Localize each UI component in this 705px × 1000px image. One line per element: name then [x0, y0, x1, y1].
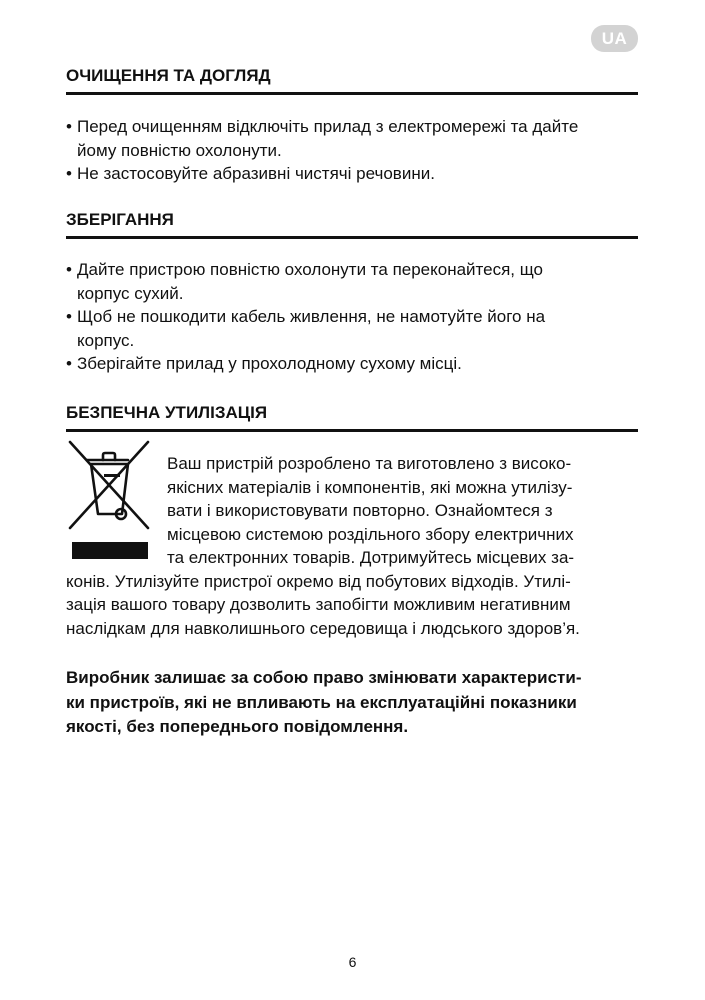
disposal-text-line: вати і використовувати повторно. Ознайомтеся з: [167, 501, 553, 520]
storage-list: [66, 258, 646, 376]
list-item-line: корпус сухий.: [77, 283, 184, 303]
disclaimer-line: якості, без попереднього повідомлення.: [66, 717, 409, 736]
bullet-icon: •: [66, 260, 72, 279]
list-item: [66, 305, 646, 352]
list-item: [66, 352, 646, 376]
disposal-text: [66, 452, 642, 640]
disclaimer-line: Виробник залишає за собою право змінювати характеристи-: [66, 668, 582, 687]
page-number: 6: [348, 954, 357, 970]
list-item-line: Зберігайте прилад у прохолодному сухому місці.: [77, 354, 462, 373]
list-item: [66, 258, 646, 305]
list-item-line: Перед очищенням відключіть прилад з електромережі та дайте: [77, 117, 579, 136]
list-item-line: Не застосовуйте абразивні чистячі речовини.: [77, 164, 435, 183]
section-title-storage: ЗБЕРІГАННЯ: [66, 209, 638, 239]
disposal-text-line: конів. Утилізуйте пристрої окремо від побутових відходів. Утилі-: [66, 571, 571, 591]
bullet-icon: •: [66, 307, 72, 326]
manufacturer-disclaimer: [66, 666, 646, 740]
list-item: [66, 115, 646, 162]
cleaning-list: [66, 115, 646, 186]
section-title-disposal: БЕЗПЕЧНА УТИЛІЗАЦІЯ: [66, 402, 638, 432]
disposal-text-line: місцевою системою роздільного збору електричних: [167, 524, 574, 544]
list-item-line: йому повністю охолонути.: [77, 140, 282, 160]
disposal-text-line: наслідкам для навколишнього середовища і людського здоров’я.: [66, 618, 580, 638]
list-item-line: Дайте пристрою повністю охолонути та переконайтеся, що: [77, 260, 544, 279]
language-badge: UA: [591, 25, 638, 52]
bullet-icon: •: [66, 117, 72, 136]
disposal-text-line: зація вашого товару дозволить запобігти можливим негативним: [66, 595, 571, 614]
bullet-icon: •: [66, 354, 72, 373]
section-title-cleaning: ОЧИЩЕННЯ ТА ДОГЛЯД: [66, 65, 638, 95]
disposal-text-line: якісних матеріалів і компонентів, які можна утилізу-: [167, 477, 573, 497]
disposal-text-line: та електронних товарів. Дотримуйтесь місцевих за-: [167, 548, 575, 567]
list-item-line: корпус.: [77, 330, 135, 350]
disposal-text-line: Ваш пристрій розроблено та виготовлено з високо-: [167, 454, 572, 473]
list-item: [66, 162, 646, 186]
list-item-line: Щоб не пошкодити кабель живлення, не намотуйте його на: [77, 307, 546, 326]
bullet-icon: •: [66, 164, 72, 183]
disclaimer-line: ки пристроїв, які не впливають на експлуатаційні показники: [66, 692, 577, 712]
